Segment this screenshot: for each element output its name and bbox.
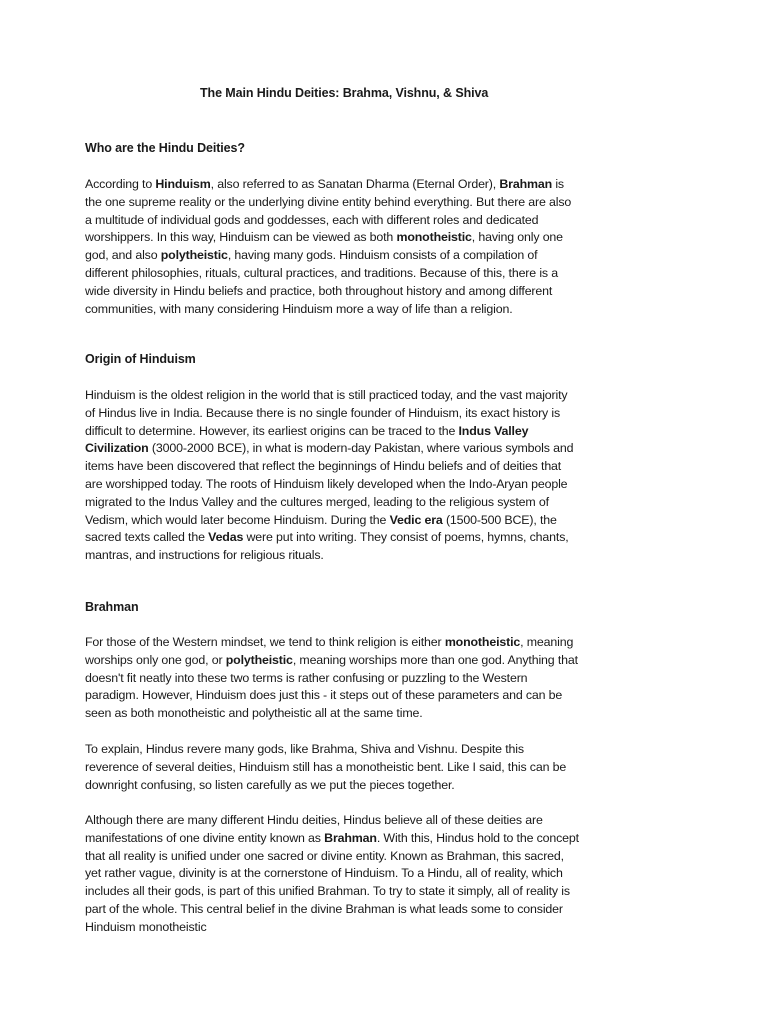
text-run: yet rather vague, divinity is at the cornerstone of Hinduism. To a Hindu, all of reality, which (85, 866, 563, 881)
text-line (85, 529, 585, 547)
text-line (85, 301, 585, 319)
text-run: Hinduism monotheistic (85, 919, 207, 934)
text-line (85, 883, 585, 901)
text-line (85, 777, 585, 795)
section-heading-brahman: Brahman (85, 600, 139, 614)
text-run: Although there are many different Hindu deities, Hindus believe all of these deities are (85, 813, 543, 827)
text-run: items have been discovered that reflect the beginnings of Hindu beliefs and of deities that (85, 459, 562, 474)
text-run: that all reality is unified under one sacred or divine entity. Known as Brahman, this sacred, (85, 848, 564, 863)
text-line (85, 476, 585, 494)
text-run: were put into writing. They consist of poems, hymns, chants, (243, 530, 569, 545)
text-line (85, 830, 585, 848)
text-line (85, 901, 585, 919)
bold-term: Civilization (85, 441, 149, 456)
text-run: of Hindus live in India. Because there is no single founder of Hinduism, its exact history is (85, 405, 561, 420)
text-run: worshippers. In this way, Hinduism can be viewed as both (85, 230, 397, 245)
text-run: , having many gods. Hinduism consists of a compilation of (227, 248, 538, 263)
text-run: To explain, Hindus revere many gods, like Brahma, Shiva and Vishnu. Despite this (85, 742, 524, 756)
text-run: Hinduism is the oldest religion in the world that is still practiced today, and the vast majority (85, 388, 568, 402)
text-run: downright confusing, so listen carefully as we put the pieces together. (85, 777, 455, 792)
text-run: seen as both monotheistic and polytheistic all at the same time. (85, 706, 423, 721)
text-line (85, 705, 585, 723)
text-run: difficult to determine. However, its earliest origins can be traced to the (85, 423, 459, 438)
text-run: a multitude of individual gods and goddesses, each with different roles and dedicated (85, 212, 539, 227)
text-run: (1500-500 BCE), the (442, 512, 557, 527)
text-run: is (552, 177, 564, 191)
text-line (85, 194, 585, 212)
text-run: different philosophies, rituals, cultural practices, and traditions. Because of this, there is a (85, 265, 558, 280)
text-line (85, 387, 585, 405)
bold-term: Indus Valley (458, 423, 529, 438)
text-line (85, 283, 585, 301)
text-run: . With this, Hindus hold to the concept (376, 830, 579, 845)
text-run: For those of the Western mindset, we tend to think religion is either (85, 635, 445, 649)
bold-term: polytheistic (160, 248, 228, 263)
text-line (85, 212, 585, 230)
text-run: worships only one god, or (85, 652, 226, 667)
text-line (85, 512, 585, 530)
text-run: doesn't fit neatly into these two terms is rather confusing or puzzling to the Western (85, 670, 528, 685)
text-line (85, 547, 585, 565)
bold-term: Brahman (324, 830, 377, 845)
text-run: are worshipped today. The roots of Hinduism likely developed when the Indo-Aryan people (85, 476, 568, 491)
text-run: , meaning (520, 635, 574, 649)
text-line (85, 812, 585, 830)
text-run: the one supreme reality or the underlying divine entity behind everything. But there are also (85, 194, 572, 209)
text-line (85, 440, 585, 458)
paragraph (85, 387, 585, 565)
text-line (85, 848, 585, 866)
text-run: includes all their gods, is part of this unified Brahman. To try to state it simply, all of reality is (85, 884, 570, 899)
bold-term: polytheistic (225, 652, 293, 667)
text-run: wide diversity in Hindu beliefs and practice, both throughout history and among different (85, 283, 553, 298)
text-run: reverence of several deities, Hinduism still has a monotheistic bent. Like I said, this can be (85, 759, 567, 774)
bold-term: monotheistic (396, 230, 472, 245)
section-heading-origin-of-hinduism: Origin of Hinduism (85, 352, 196, 366)
text-line (85, 405, 585, 423)
text-line (85, 634, 585, 652)
bold-term: Brahman (499, 177, 553, 191)
bold-term: Hinduism (155, 177, 211, 191)
text-line (85, 265, 585, 283)
text-run: , meaning worships more than one god. Anything that (292, 652, 578, 667)
text-line (85, 687, 585, 705)
text-line (85, 494, 585, 512)
text-line (85, 458, 585, 476)
paragraph (85, 812, 585, 937)
text-line (85, 176, 585, 194)
paragraph (85, 634, 585, 723)
text-run: sacred texts called the (85, 530, 209, 545)
text-run: (3000-2000 BCE), in what is modern-day Pakistan, where various symbols and (148, 441, 574, 456)
paragraph (85, 176, 585, 318)
text-line (85, 759, 585, 777)
section-heading-hindu-deities: Who are the Hindu Deities? (85, 141, 245, 155)
text-line (85, 919, 585, 937)
text-run: paradigm. However, Hinduism does just this - it steps out of these parameters and can be (85, 688, 563, 703)
text-run: , also referred to as Sanatan Dharma (Eternal Order), (210, 177, 500, 191)
text-line (85, 247, 585, 265)
text-line (85, 652, 585, 670)
text-run: According to (85, 177, 156, 191)
text-run: manifestations of one divine entity known as (85, 830, 325, 845)
text-run: part of the whole. This central belief in the divine Brahman is what leads some to consider (85, 901, 563, 916)
text-line (85, 865, 585, 883)
text-run: mantras, and instructions for religious rituals. (85, 548, 324, 563)
bold-term: Vedas (208, 530, 244, 545)
paragraph (85, 741, 585, 794)
bold-term: Vedic era (389, 512, 443, 527)
text-line (85, 423, 585, 441)
bold-term: monotheistic (444, 635, 521, 649)
text-line (85, 741, 585, 759)
document-title: The Main Hindu Deities: Brahma, Vishnu, & Shiva (200, 86, 489, 100)
text-run: , having only one (471, 230, 563, 245)
text-run: migrated to the Indus Valley and the cultures merged, leading to the religious system of (85, 494, 549, 509)
text-run: Vedism, which would later become Hinduism. During the (85, 512, 390, 527)
text-line (85, 670, 585, 688)
text-run: communities, with many considering Hinduism more a way of life than a religion. (85, 301, 513, 316)
text-line (85, 229, 585, 247)
text-run: god, and also (85, 248, 161, 263)
